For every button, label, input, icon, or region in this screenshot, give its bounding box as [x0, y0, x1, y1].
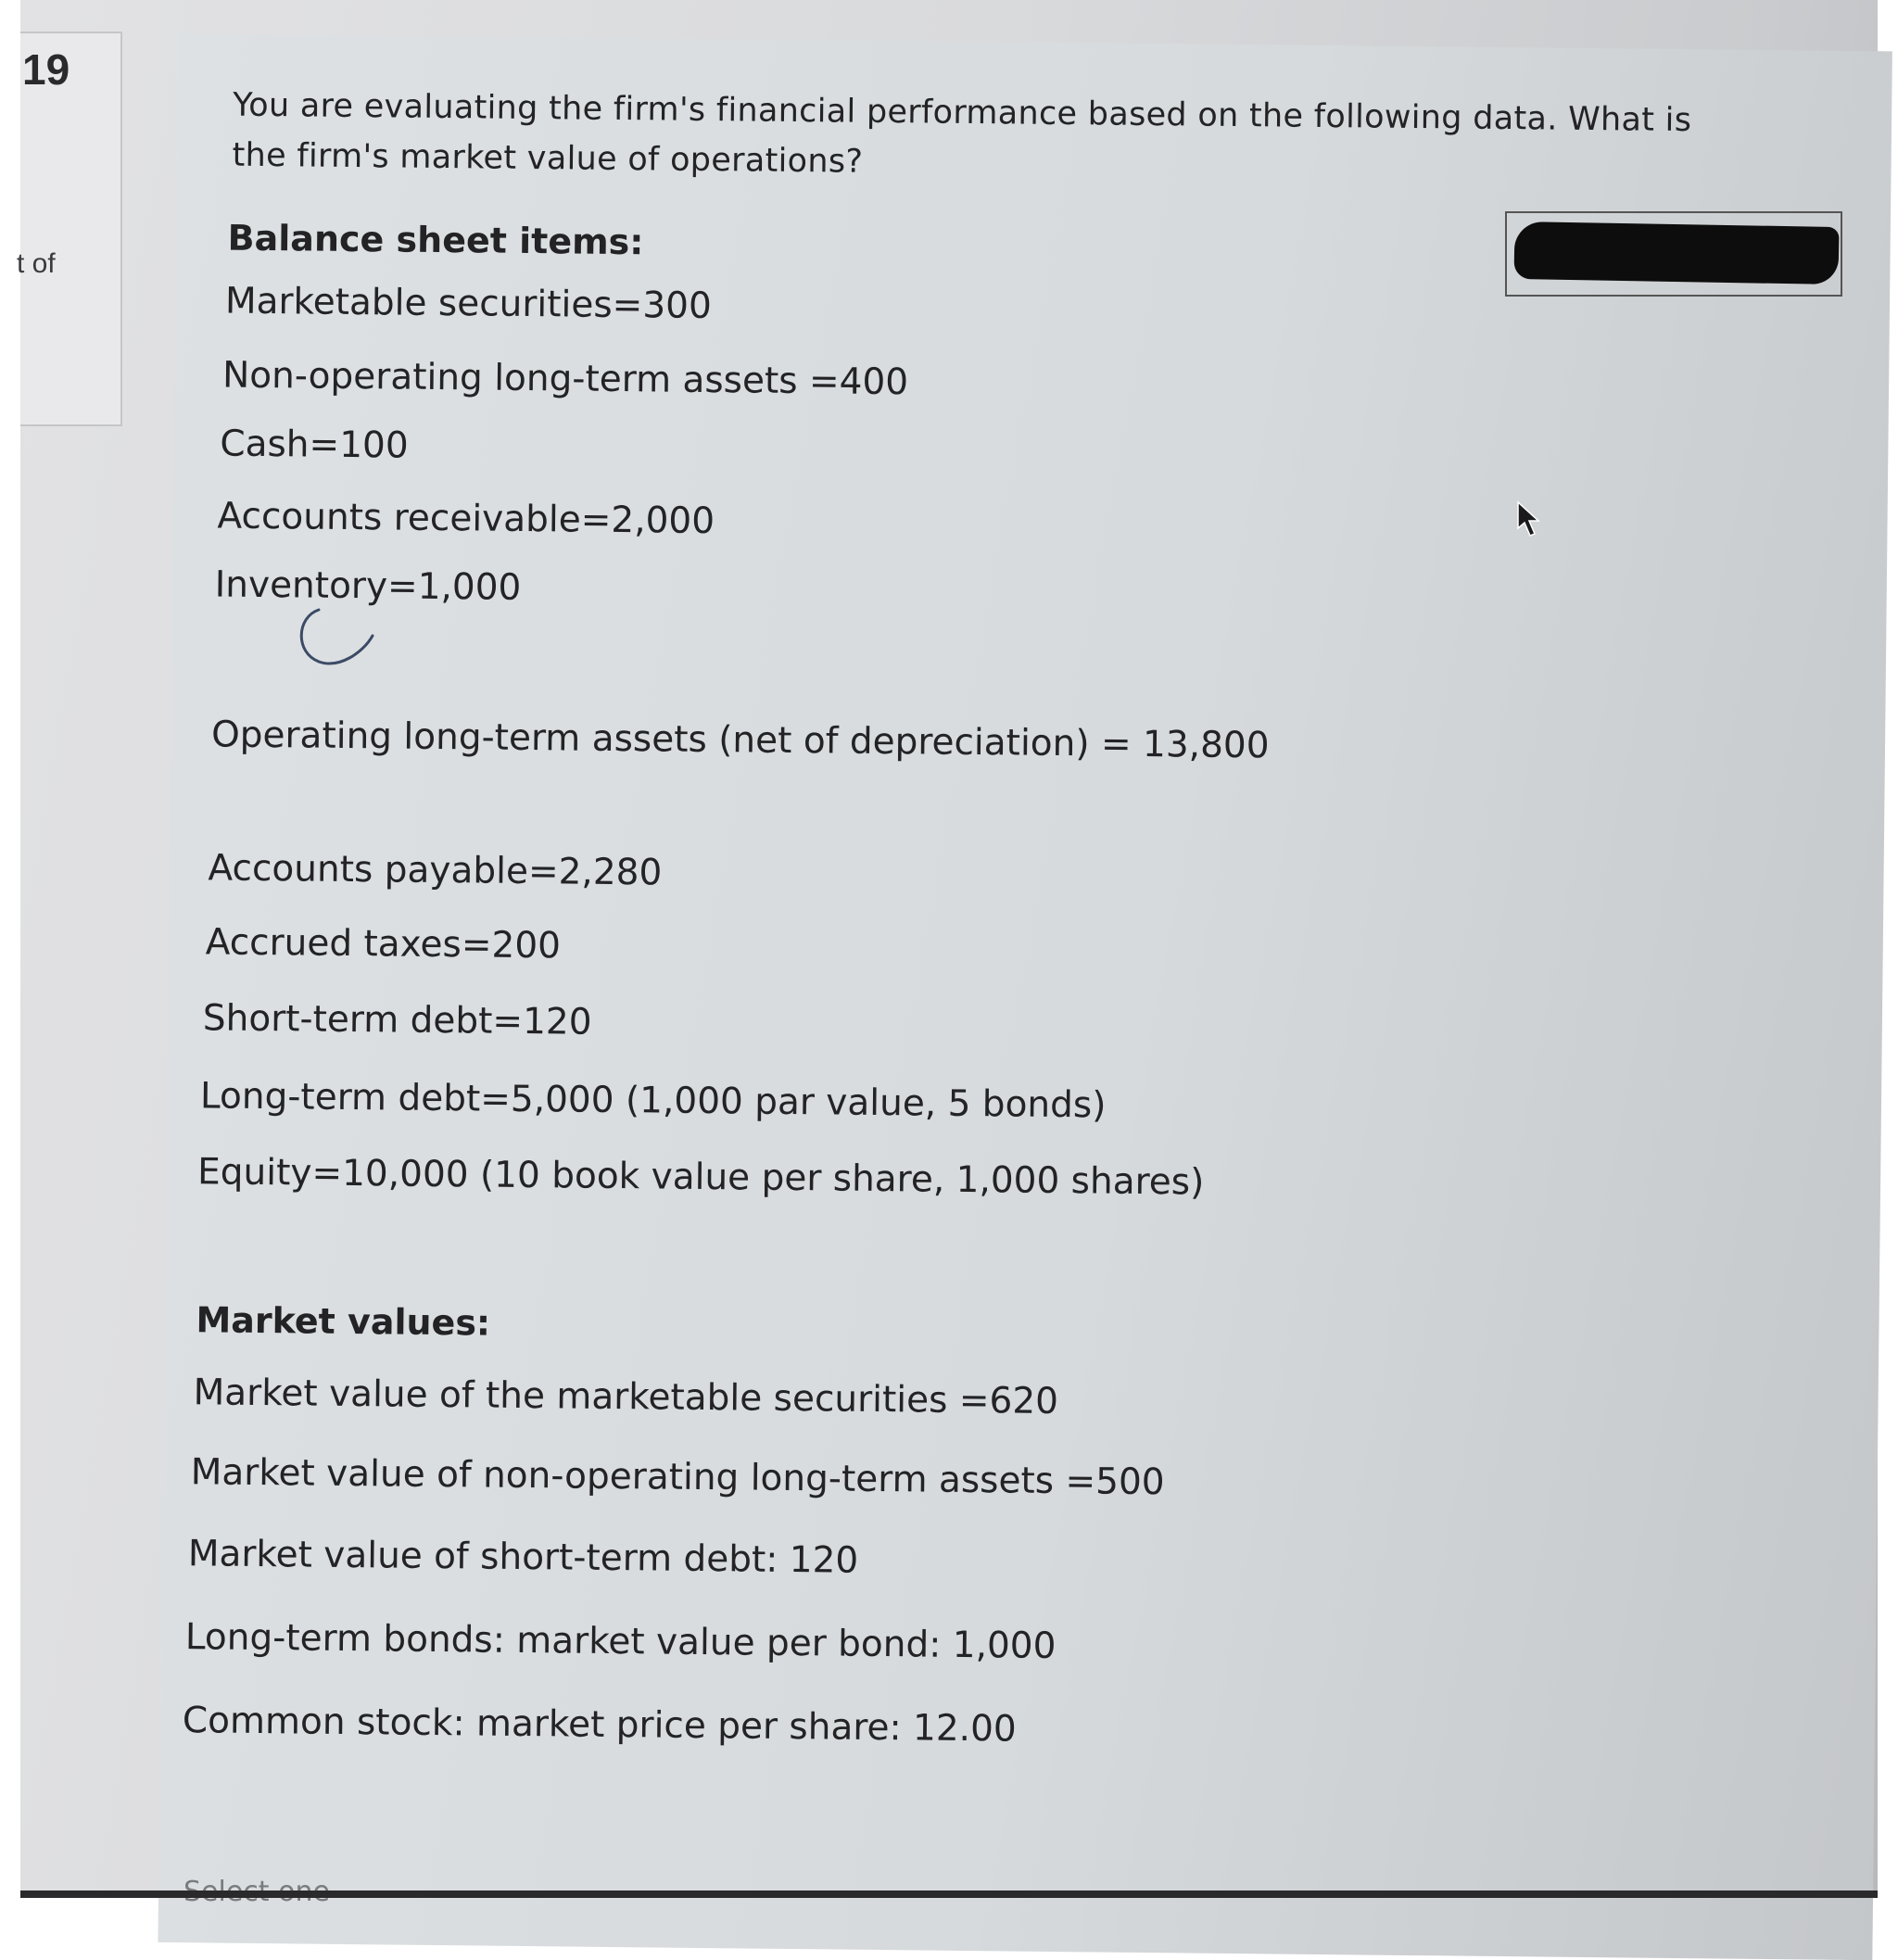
market-value-item: Market value of the marketable securities =620	[193, 1372, 1059, 1423]
mouse-pointer-icon	[1514, 500, 1551, 547]
question-of-label: t of	[17, 248, 56, 279]
balance-sheet-item: Short-term debt=120	[202, 997, 592, 1043]
balance-sheet-item: Accrued taxes=200	[205, 921, 562, 967]
balance-sheet-item: Marketable securities=300	[224, 280, 713, 328]
question-info-panel	[17, 32, 122, 426]
balance-sheet-item: Inventory=1,000	[214, 563, 522, 609]
question-text-panel	[158, 33, 1892, 1960]
balance-sheet-item: Non-operating long-term assets =400	[221, 354, 909, 404]
pen-scribble-icon	[291, 604, 380, 671]
question-prompt-line-2: the firm's market value of operations?	[232, 136, 864, 181]
balance-sheet-item: Cash=100	[220, 423, 409, 467]
market-value-item: Market value of non-operating long-term assets =500	[190, 1451, 1165, 1504]
balance-sheet-heading: Balance sheet items:	[227, 217, 644, 263]
market-values-heading: Market values:	[196, 1299, 491, 1344]
screen-bottom-edge	[20, 1890, 1878, 1898]
redaction-fill	[1513, 221, 1839, 285]
market-value-item: Long-term bonds: market value per bond: 1,000	[184, 1616, 1057, 1668]
screen	[17, 0, 1878, 1890]
market-value-item: Common stock: market price per share: 12.00	[182, 1700, 1017, 1751]
balance-sheet-item: Long-term debt=5,000 (1,000 par value, 5 bonds)	[199, 1075, 1107, 1127]
balance-sheet-item: Operating long-term assets (net of depreciation) = 13,800	[210, 714, 1270, 767]
answer-options-label	[183, 1876, 330, 1890]
question-prompt	[232, 81, 1691, 196]
balance-sheet-item: Equity=10,000 (10 book value per share, 1,000 shares)	[196, 1151, 1205, 1204]
redaction-block	[1505, 211, 1842, 297]
question-number: 19	[22, 45, 70, 94]
balance-sheet-item: Accounts payable=2,280	[208, 847, 663, 894]
market-value-item: Market value of short-term debt: 120	[187, 1533, 859, 1582]
question-prompt-line-1: You are evaluating the firm's financial performance based on the following data. What is	[232, 86, 1692, 140]
balance-sheet-item: Accounts receivable=2,000	[217, 495, 715, 543]
